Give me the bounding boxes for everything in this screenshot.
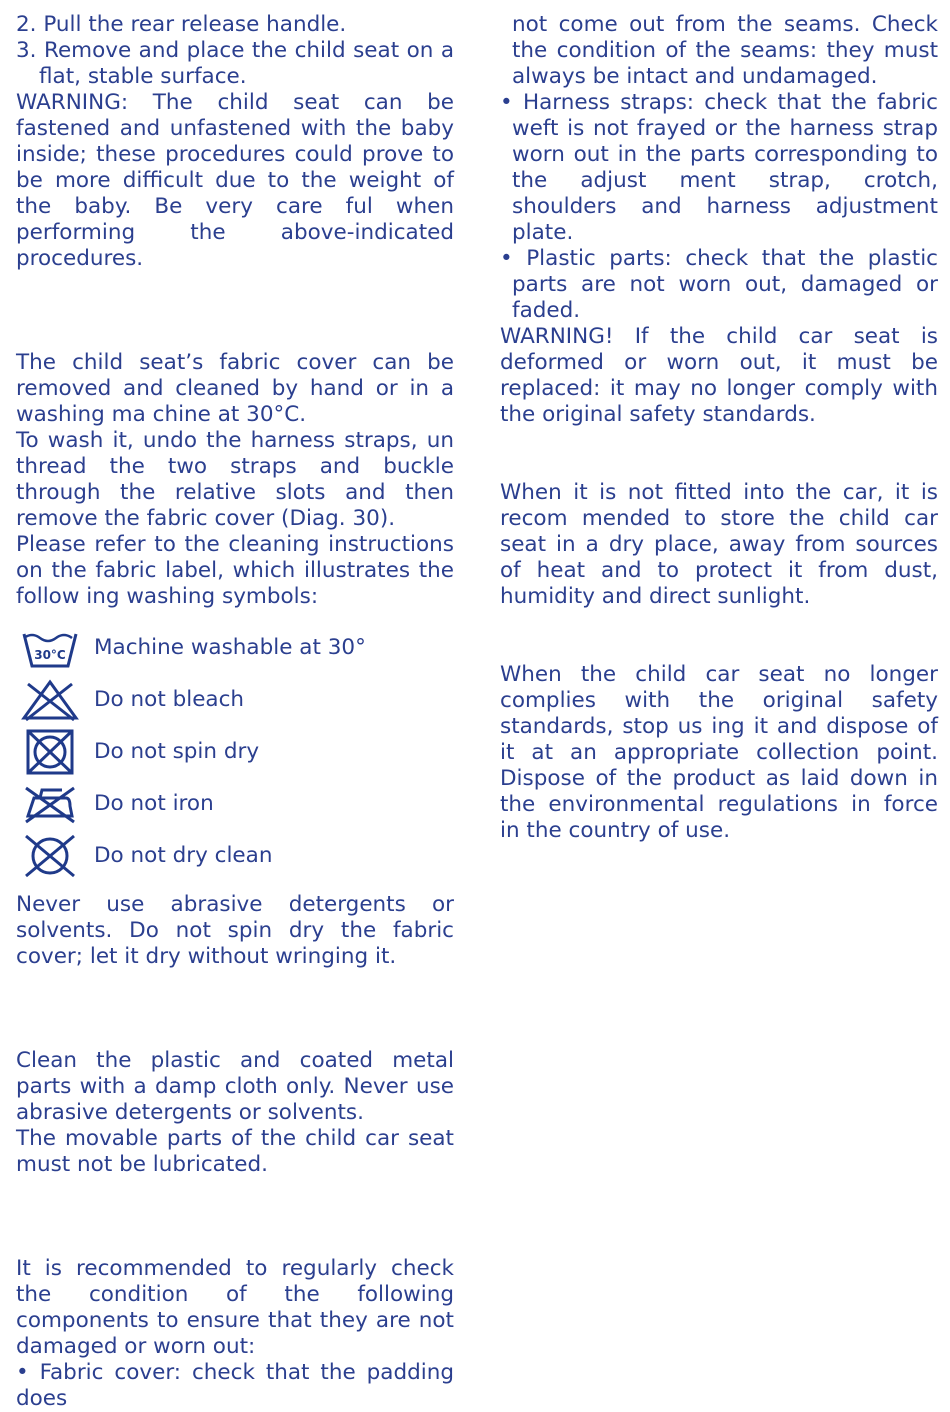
cover-wash-paragraph: To wash it, undo the harness straps, un thread the two straps and buckle through the relative slots and then remove the fabric cover (Diag. 30). — [16, 428, 454, 531]
symbol-label: Do not bleach — [94, 687, 245, 712]
do-not-dry-clean-icon — [18, 832, 82, 880]
do-not-bleach-icon — [18, 676, 82, 724]
symbol-row — [16, 622, 454, 674]
harness-straps-bullet: • Harness straps: check that the fabric weft is not frayed or the harness strap worn out in the parts corresponding to the adjust ment strap, crotch, shoulders and harness adjustment plate. — [500, 90, 938, 245]
svg-text:30°C: 30°C — [34, 648, 66, 662]
symbol-row — [16, 778, 454, 830]
cover-removal-paragraph: The child seat’s fabric cover can be removed and cleaned by hand or in a washing ma chine at 30°C. — [16, 350, 454, 427]
symbol-row — [16, 830, 454, 882]
symbol-label: Do not spin dry — [94, 739, 260, 764]
disposal-paragraph: When the child car seat no longer complies with the original safety standards, stop us ing it and dispose of it at an appropriate collection point. Dispose of the product as laid down in the environmental regulations in force in the country of use. — [500, 662, 938, 843]
do-not-iron-icon — [18, 780, 82, 828]
symbol-row — [16, 726, 454, 778]
symbol-label: Do not dry clean — [94, 843, 273, 868]
symbol-row — [16, 674, 454, 726]
machine-wash-30-icon — [18, 624, 82, 672]
fabric-cover-bullet: • Fabric cover: check that the padding does — [16, 1360, 454, 1411]
right-column — [500, 12, 938, 844]
step-2: 2. Pull the rear release handle. — [16, 12, 347, 37]
cleaning-instructions-paragraph: Please refer to the cleaning instructions on the fabric label, which illustrates the follow ing washing symbols: — [16, 532, 454, 609]
symbol-label: Do not iron — [94, 791, 214, 816]
symbol-label: Machine washable at 30° — [94, 635, 366, 660]
step-3: 3. Remove and place the child seat on a flat, stable surface. — [16, 38, 454, 89]
plastic-cleaning-paragraph: Clean the plastic and coated metal parts with a damp cloth only. Never use abrasive detergents or solvents. — [16, 1048, 454, 1125]
lubrication-paragraph: The movable parts of the child car seat must not be lubricated. — [16, 1126, 454, 1177]
storage-paragraph: When it is not fitted into the car, it is recom mended to store the child car seat in a dry place, away from sources of heat and to protect it from dust, humidity and direct sunlight. — [500, 480, 938, 609]
check-components-paragraph: It is recommended to regularly check the condition of the following components to ensure that they are not damaged or worn out: — [16, 1256, 454, 1359]
do-not-tumble-dry-icon — [18, 728, 82, 776]
warning-deformed: WARNING! If the child car seat is deformed or worn out, it must be replaced: it may no longer comply with the original safety standards. — [500, 324, 938, 427]
never-use-paragraph: Never use abrasive detergents or solvents. Do not spin dry the fabric cover; let it dry without wringing it. — [16, 892, 454, 969]
left-column — [16, 12, 454, 1412]
plastic-parts-bullet: • Plastic parts: check that the plastic parts are not worn out, damaged or faded. — [500, 246, 938, 323]
warning-fastening: WARNING: The child seat can be fastened and unfastened with the baby inside; these procedures could prove to be more difficult due to the weight of the baby. Be very care ful when performing the above-indicated procedures. — [16, 90, 454, 271]
washing-symbols-list — [16, 622, 454, 882]
fabric-cover-continuation: not come out from the seams. Check the condition of the seams: they must always be intact and undamaged. — [512, 12, 938, 89]
